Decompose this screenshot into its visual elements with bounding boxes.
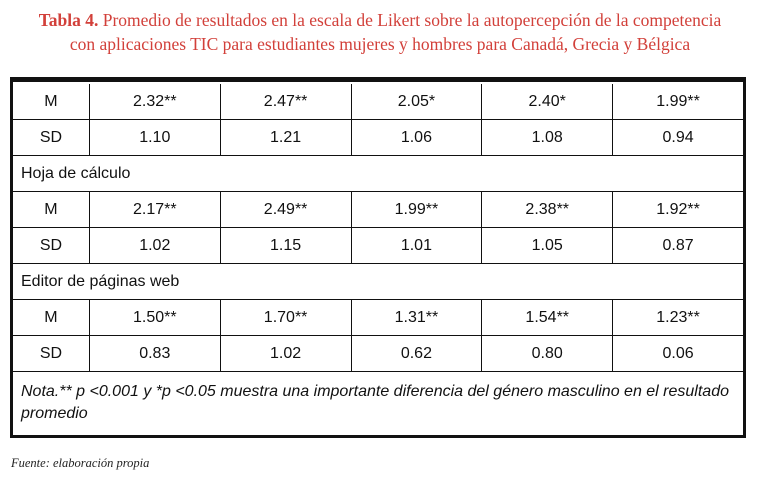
table-cell: 0.62	[351, 336, 482, 372]
table-cell: 1.10	[89, 120, 220, 156]
section-header-row	[13, 264, 743, 300]
table-top-rule	[10, 77, 746, 82]
section-title-editor-paginas-web: Editor de páginas web	[13, 264, 743, 300]
table-cell: 1.23**	[613, 300, 743, 336]
table-cell: 1.15	[220, 228, 351, 264]
table-cell: 1.02	[220, 336, 351, 372]
table-cell: 1.92**	[613, 192, 743, 228]
table-cell: 2.40*	[482, 84, 613, 120]
row-label: M	[13, 192, 89, 228]
table-cell: 2.05*	[351, 84, 482, 120]
table-row	[13, 192, 743, 228]
row-label: M	[13, 300, 89, 336]
table-cell: 1.70**	[220, 300, 351, 336]
table-cell: 0.87	[613, 228, 743, 264]
table-cell: 1.02	[89, 228, 220, 264]
table-caption	[0, 8, 760, 56]
caption-label: Tabla 4.	[38, 10, 99, 30]
table-cell: 1.54**	[482, 300, 613, 336]
table-row	[13, 120, 743, 156]
table-cell: 1.21	[220, 120, 351, 156]
caption-line-1	[0, 8, 760, 32]
table-cell: 1.50**	[89, 300, 220, 336]
row-label: M	[13, 84, 89, 120]
table-cell: 1.99**	[613, 84, 743, 120]
table-cell: 2.47**	[220, 84, 351, 120]
row-label: SD	[13, 120, 89, 156]
caption-line-2: con aplicaciones TIC para estudiantes mujeres y hombres para Canadá, Grecia y Bélgica	[69, 34, 691, 54]
table-cell: 1.08	[482, 120, 613, 156]
table-cell: 2.49**	[220, 192, 351, 228]
table-cell: 2.38**	[482, 192, 613, 228]
table-cell: 1.05	[482, 228, 613, 264]
row-label: SD	[13, 228, 89, 264]
table-cell: 1.06	[351, 120, 482, 156]
source-note: Fuente: elaboración propia	[11, 456, 150, 470]
results-table-frame	[10, 77, 746, 438]
section-header-row	[13, 156, 743, 192]
table-row	[13, 300, 743, 336]
table-cell: 1.01	[351, 228, 482, 264]
table-cell: 0.94	[613, 120, 743, 156]
caption-text-1: Promedio de resultados en la escala de Likert sobre la autopercepción de la competencia	[102, 10, 722, 30]
results-table	[13, 84, 743, 372]
table-cell: 1.31**	[351, 300, 482, 336]
table-cell: 0.06	[613, 336, 743, 372]
table-cell: 0.83	[89, 336, 220, 372]
row-label: SD	[13, 336, 89, 372]
table-row	[13, 84, 743, 120]
table-cell: 1.99**	[351, 192, 482, 228]
table-cell: 0.80	[482, 336, 613, 372]
table-row	[13, 228, 743, 264]
table-row	[13, 336, 743, 372]
table-note: Nota.** p <0.001 y *p <0.05 muestra una importante diferencia del género masculino en el resultado promedio	[13, 371, 743, 435]
table-cell: 2.17**	[89, 192, 220, 228]
table-cell: 2.32**	[89, 84, 220, 120]
section-title-hoja-de-calculo: Hoja de cálculo	[13, 156, 743, 192]
